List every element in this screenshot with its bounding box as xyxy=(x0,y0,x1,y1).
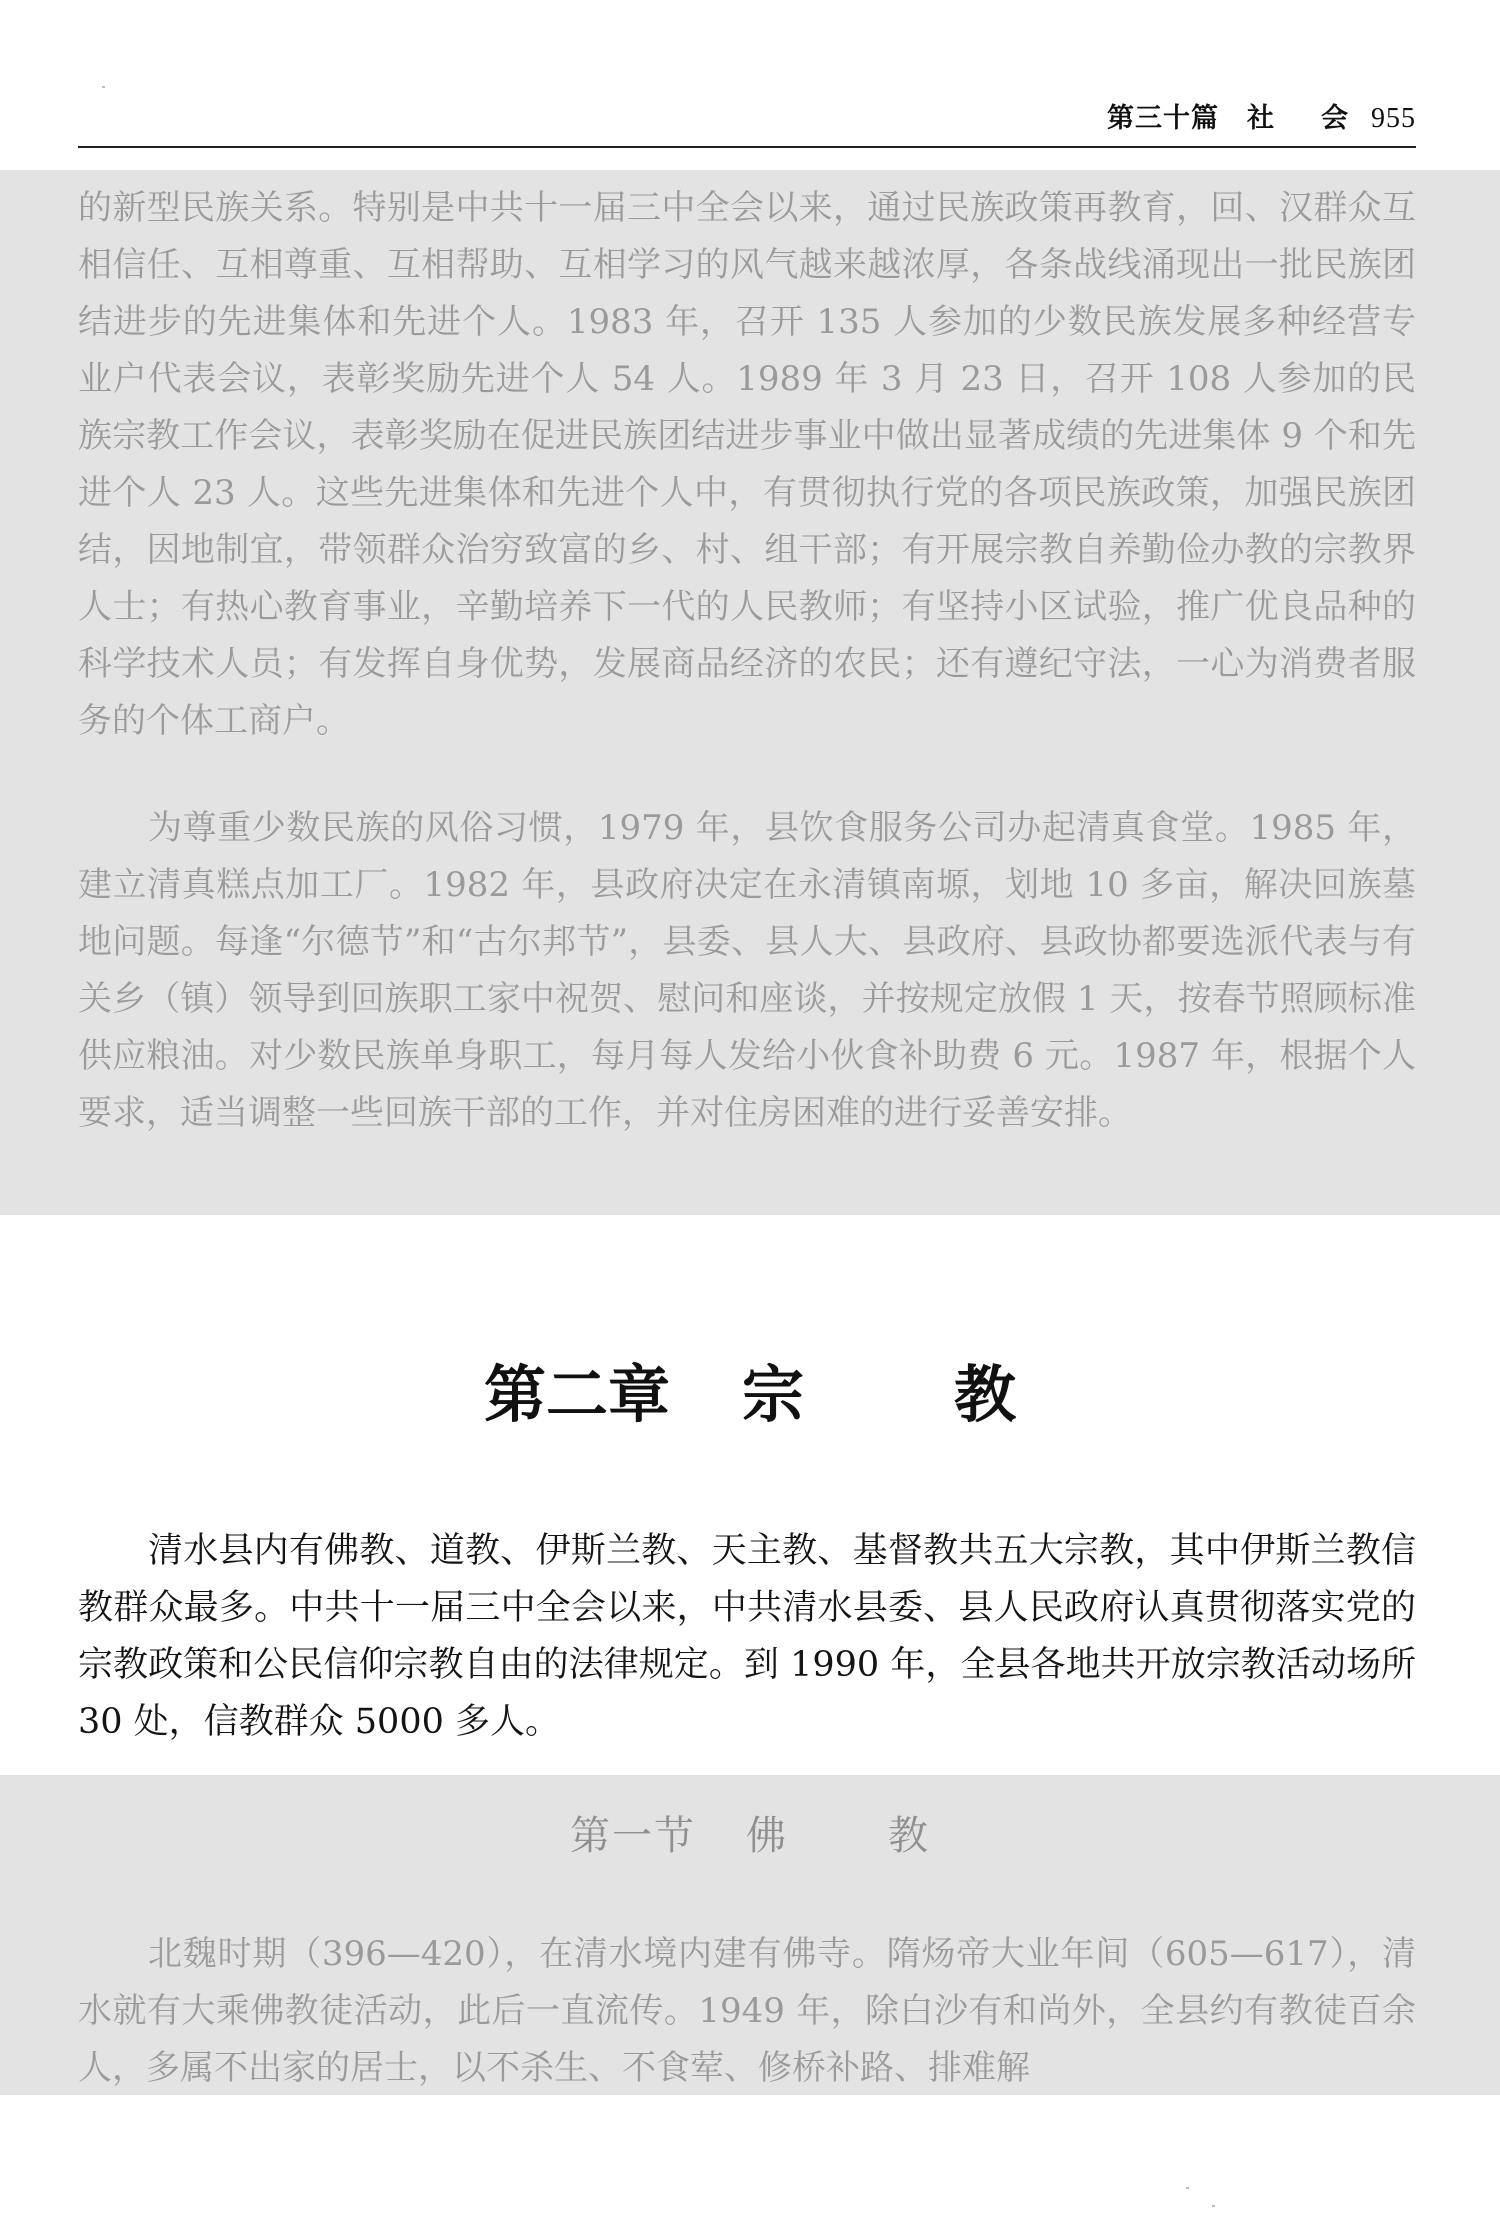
scan-speck xyxy=(102,86,105,88)
section-title-b: 教 xyxy=(888,1813,930,1859)
header-subject-a: 社 xyxy=(1247,103,1275,134)
section-paragraph: 北魏时期（396—420），在清水境内建有佛寺。隋炀帝大业年间（605—617），清水就有大乘佛教徒活动，此后一直流传。1949 年，除白沙有和尚外，全县约有教徒百余人，多属不出家的居士，以不杀生、不食荤、修桥补路、排难解 xyxy=(78,1934,1416,2088)
chapter-number: 第二章 xyxy=(483,1358,670,1431)
section-heading xyxy=(0,1804,1500,1861)
header-rule xyxy=(78,146,1416,148)
chapter-title-b: 教 xyxy=(954,1358,1017,1431)
body-paragraph-2: 为尊重少数民族的风俗习惯，1979 年，县饮食服务公司办起清真食堂。1985 年，建立清真糕点加工厂。1982 年，县政府决定在永清镇南塬，划地 10 多亩，解决回族墓地问题。每逢“尔德节”和“古尔邦节”，县委、县人大、县政府、县政协都要选派代表与有关乡（镇）领导到回族职工家中祝贺、慰问和座谈，并按规定放假 1 天，按春节照顾标准供应粮油。对少数民族单身职工，每月每人发给小伙食补助费 6 元。1987 年，根据个人要求，适当调整一些回族干部的工作，并对住房困难的进行妥善安排。 xyxy=(78,808,1416,1133)
chapter-intro-paragraph: 清水县内有佛教、道教、伊斯兰教、天主教、基督教共五大宗教，其中伊斯兰教信教群众最多。中共十一届三中全会以来，中共清水县委、县人民政府认真贯彻落实党的宗教政策和公民信仰宗教自由的法律规定。到 1990 年，全县各地共开放宗教活动场所 30 处，信教群众 5000 多人。 xyxy=(78,1531,1416,1742)
running-header xyxy=(78,96,1416,140)
scan-speck xyxy=(1212,2205,1215,2207)
chapter-heading xyxy=(0,1345,1500,1434)
section-title-a: 佛 xyxy=(746,1813,788,1859)
body-paragraph-1: 的新型民族关系。特别是中共十一届三中全会以来，通过民族政策再教育，回、汉群众互相信任、互相尊重、互相帮助、互相学习的风气越来越浓厚，各条战线涌现出一批民族团结进步的先进集体和先进个人。1983 年，召开 135 人参加的少数民族发展多种经营专业户代表会议，表彰奖励先进个人 54 人。1989 年 3 月 23 日，召开 108 人参加的民族宗教工作会议，表彰奖励在促进民族团结进步事业中做出显著成绩的先进集体 9 个和先进个人 23 人。这些先进集体和先进个人中，有贯彻执行党的各项民族政策，加强民族团结，因地制宜，带领群众治穷致富的乡、村、组干部；有开展宗教自养勤俭办教的宗教界人士；有热心教育事业，辛勤培养下一代的人民教师；有坚持小区试验，推广优良品种的科学技术人员；有发挥自身优势，发展商品经济的农民；还有遵纪守法，一心为消费者服务的个体工商户。 xyxy=(78,188,1416,741)
section-number: 第一节 xyxy=(570,1813,696,1859)
scan-speck xyxy=(1186,2187,1189,2189)
header-part: 第三十篇 xyxy=(1107,103,1219,134)
page-number: 955 xyxy=(1371,103,1416,134)
chapter-title-a: 宗 xyxy=(741,1358,804,1431)
header-subject-b: 会 xyxy=(1321,103,1349,134)
